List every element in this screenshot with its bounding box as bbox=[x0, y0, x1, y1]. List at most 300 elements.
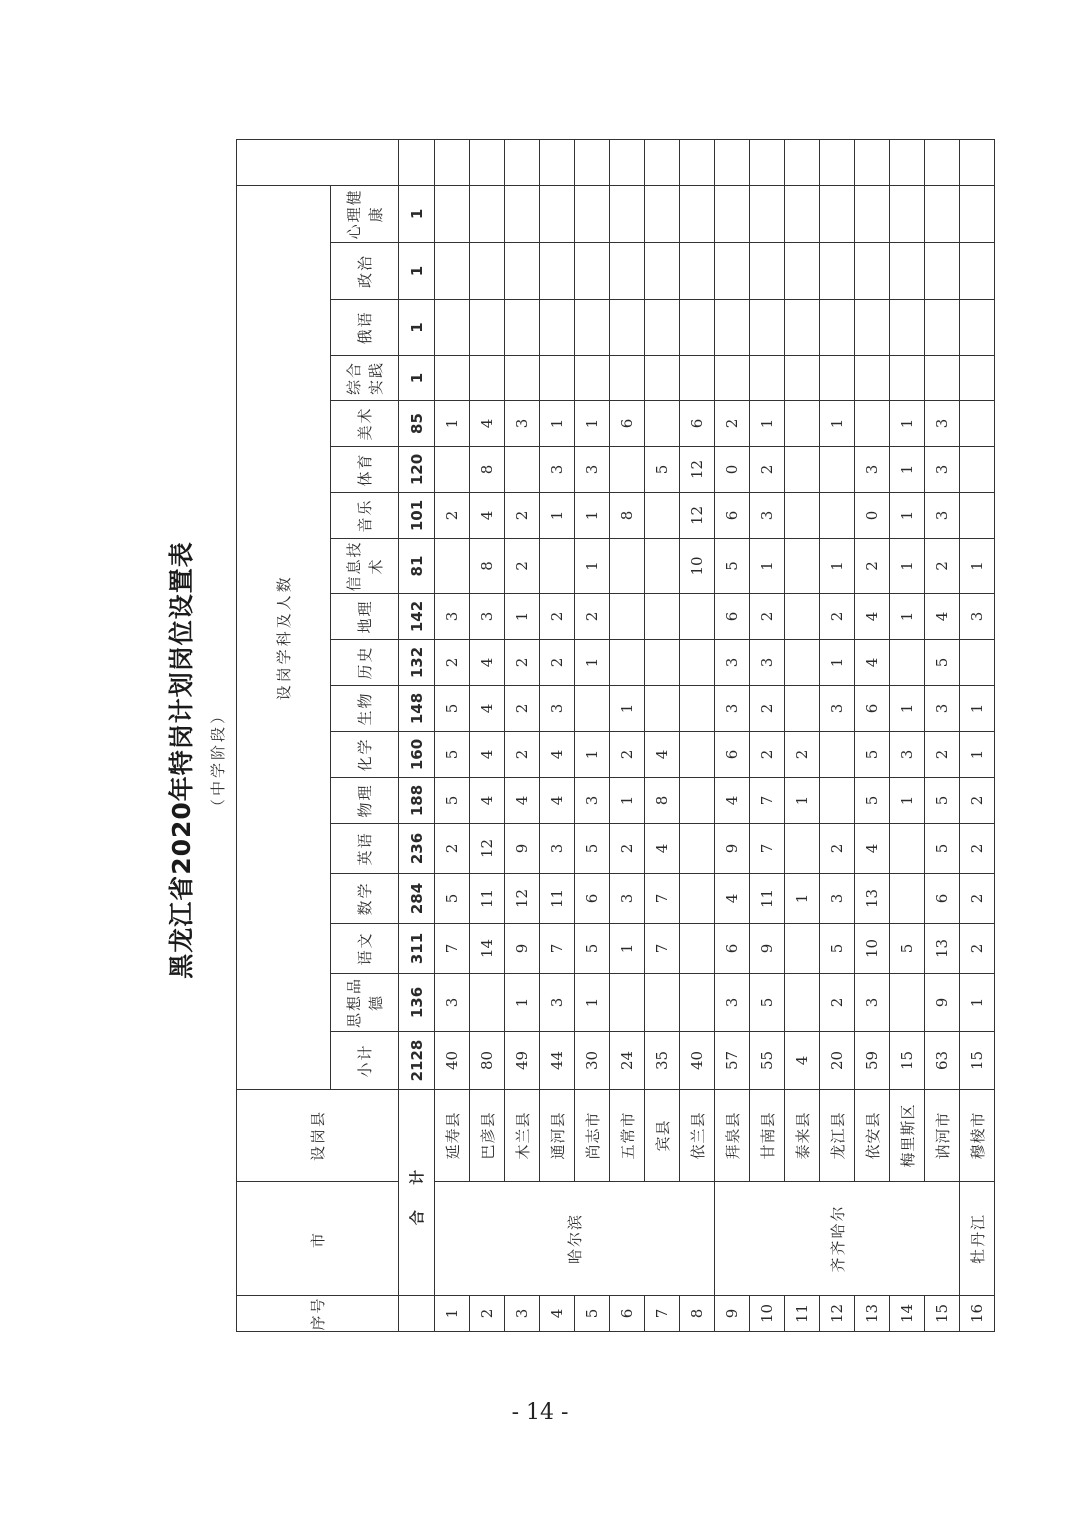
row-value: 8 bbox=[470, 539, 505, 594]
row-value bbox=[505, 185, 540, 242]
row-value: 1 bbox=[890, 778, 925, 824]
row-value: 5 bbox=[820, 924, 855, 974]
row-value bbox=[715, 243, 750, 300]
row-value bbox=[680, 243, 715, 300]
row-value: 1 bbox=[820, 401, 855, 447]
row-value bbox=[855, 356, 890, 401]
header-subject: 化学 bbox=[331, 732, 399, 778]
row-value: 4 bbox=[855, 640, 890, 686]
row-value bbox=[610, 594, 645, 640]
total-value: 132 bbox=[399, 640, 435, 686]
row-value: 1 bbox=[575, 974, 610, 1032]
row-value bbox=[820, 356, 855, 401]
table-row bbox=[505, 139, 540, 1331]
row-value: 3 bbox=[435, 974, 470, 1032]
row-value bbox=[575, 686, 610, 732]
row-value: 3 bbox=[855, 974, 890, 1032]
row-blank-cell bbox=[855, 139, 890, 185]
row-value bbox=[435, 356, 470, 401]
header-city: 市 bbox=[237, 1182, 399, 1296]
row-value bbox=[540, 356, 575, 401]
row-value: 3 bbox=[575, 447, 610, 493]
row-value: 2 bbox=[785, 732, 820, 778]
row-value bbox=[715, 185, 750, 242]
header-subject: 俄语 bbox=[331, 300, 399, 356]
row-value bbox=[680, 594, 715, 640]
row-blank-cell bbox=[540, 139, 575, 185]
row-value: 6 bbox=[715, 493, 750, 539]
row-subtotal: 44 bbox=[540, 1032, 575, 1090]
row-value: 0 bbox=[855, 493, 890, 539]
row-value: 2 bbox=[435, 640, 470, 686]
rotated-page bbox=[160, 180, 987, 1340]
row-blank-cell bbox=[435, 139, 470, 185]
row-value bbox=[575, 356, 610, 401]
row-value bbox=[890, 874, 925, 924]
row-county: 宾县 bbox=[645, 1090, 680, 1182]
row-value bbox=[645, 493, 680, 539]
row-value: 6 bbox=[680, 401, 715, 447]
row-value bbox=[750, 356, 785, 401]
row-value: 3 bbox=[925, 493, 960, 539]
row-value: 1 bbox=[540, 401, 575, 447]
row-county: 梅里斯区 bbox=[890, 1090, 925, 1182]
row-city: 牡丹江 bbox=[960, 1182, 995, 1296]
row-value bbox=[960, 185, 995, 242]
row-subtotal: 24 bbox=[610, 1032, 645, 1090]
row-value: 2 bbox=[715, 401, 750, 447]
row-value bbox=[785, 924, 820, 974]
row-value bbox=[820, 447, 855, 493]
row-value: 11 bbox=[540, 874, 575, 924]
row-value: 6 bbox=[925, 874, 960, 924]
header-row-group bbox=[237, 139, 331, 1331]
row-value: 8 bbox=[610, 493, 645, 539]
header-subject: 心理健康 bbox=[331, 185, 399, 242]
row-value bbox=[960, 401, 995, 447]
row-value: 7 bbox=[645, 924, 680, 974]
row-value bbox=[470, 300, 505, 356]
row-seq: 2 bbox=[470, 1296, 505, 1332]
table-row bbox=[855, 139, 890, 1331]
row-value: 3 bbox=[610, 874, 645, 924]
row-blank-cell bbox=[470, 139, 505, 185]
row-value: 9 bbox=[505, 824, 540, 874]
row-value bbox=[960, 300, 995, 356]
row-value: 12 bbox=[505, 874, 540, 924]
row-blank-cell bbox=[925, 139, 960, 185]
row-county: 通河县 bbox=[540, 1090, 575, 1182]
row-value: 5 bbox=[925, 778, 960, 824]
row-county: 龙江县 bbox=[820, 1090, 855, 1182]
row-value bbox=[610, 356, 645, 401]
row-value: 4 bbox=[715, 874, 750, 924]
row-value: 2 bbox=[820, 974, 855, 1032]
row-value bbox=[610, 539, 645, 594]
row-value: 1 bbox=[960, 732, 995, 778]
row-value bbox=[680, 640, 715, 686]
row-value bbox=[505, 356, 540, 401]
row-value bbox=[470, 356, 505, 401]
row-value: 3 bbox=[820, 874, 855, 924]
row-city: 哈尔滨 bbox=[435, 1182, 715, 1296]
row-seq: 15 bbox=[925, 1296, 960, 1332]
row-value bbox=[680, 732, 715, 778]
row-value bbox=[890, 640, 925, 686]
row-value: 4 bbox=[540, 732, 575, 778]
row-value: 5 bbox=[925, 640, 960, 686]
row-value bbox=[610, 640, 645, 686]
row-value bbox=[505, 243, 540, 300]
row-value bbox=[435, 185, 470, 242]
row-value: 3 bbox=[820, 686, 855, 732]
total-row bbox=[399, 139, 435, 1331]
row-seq: 1 bbox=[435, 1296, 470, 1332]
row-blank-cell bbox=[680, 139, 715, 185]
page-title: 黑龙江省2020年特岗计划岗位设置表 bbox=[167, 541, 196, 979]
row-value bbox=[715, 300, 750, 356]
row-value bbox=[785, 594, 820, 640]
row-value: 4 bbox=[470, 778, 505, 824]
row-value: 1 bbox=[785, 874, 820, 924]
row-value bbox=[785, 356, 820, 401]
row-subtotal: 63 bbox=[925, 1032, 960, 1090]
row-seq: 14 bbox=[890, 1296, 925, 1332]
total-subtotal: 2128 bbox=[399, 1032, 435, 1090]
row-value bbox=[925, 356, 960, 401]
row-value bbox=[925, 243, 960, 300]
table-row bbox=[715, 139, 750, 1331]
row-value bbox=[645, 356, 680, 401]
row-value: 3 bbox=[890, 732, 925, 778]
row-value bbox=[855, 243, 890, 300]
row-county: 讷河市 bbox=[925, 1090, 960, 1182]
row-value: 1 bbox=[505, 974, 540, 1032]
header-subtotal: 小计 bbox=[331, 1032, 399, 1090]
row-subtotal: 55 bbox=[750, 1032, 785, 1090]
row-value: 2 bbox=[540, 594, 575, 640]
row-value bbox=[680, 974, 715, 1032]
row-value bbox=[435, 447, 470, 493]
row-value: 2 bbox=[750, 732, 785, 778]
row-value: 6 bbox=[855, 686, 890, 732]
row-subtotal: 80 bbox=[470, 1032, 505, 1090]
row-value: 2 bbox=[610, 824, 645, 874]
total-value: 311 bbox=[399, 924, 435, 974]
row-value: 3 bbox=[715, 640, 750, 686]
table-row bbox=[925, 139, 960, 1331]
row-value bbox=[925, 300, 960, 356]
row-seq: 9 bbox=[715, 1296, 750, 1332]
row-value: 1 bbox=[435, 401, 470, 447]
row-value: 12 bbox=[680, 493, 715, 539]
row-value: 11 bbox=[750, 874, 785, 924]
row-value bbox=[680, 185, 715, 242]
row-value bbox=[680, 778, 715, 824]
table-row bbox=[610, 139, 645, 1331]
row-value bbox=[820, 493, 855, 539]
row-value bbox=[680, 924, 715, 974]
row-value: 4 bbox=[470, 732, 505, 778]
row-value: 5 bbox=[925, 824, 960, 874]
row-value: 9 bbox=[925, 974, 960, 1032]
row-value: 2 bbox=[960, 924, 995, 974]
row-blank-cell bbox=[610, 139, 645, 185]
row-seq: 12 bbox=[820, 1296, 855, 1332]
row-value bbox=[820, 243, 855, 300]
header-seq: 序号 bbox=[237, 1296, 399, 1332]
row-value bbox=[645, 539, 680, 594]
row-value bbox=[925, 185, 960, 242]
table-row bbox=[960, 139, 995, 1331]
row-value: 7 bbox=[750, 778, 785, 824]
header-subject: 体育 bbox=[331, 447, 399, 493]
table-row bbox=[890, 139, 925, 1331]
row-value bbox=[855, 300, 890, 356]
row-seq: 10 bbox=[750, 1296, 785, 1332]
row-value: 1 bbox=[610, 778, 645, 824]
header-subject: 思想品德 bbox=[331, 974, 399, 1032]
header-blank bbox=[237, 139, 399, 185]
row-value: 3 bbox=[435, 594, 470, 640]
row-value: 1 bbox=[610, 924, 645, 974]
row-value: 0 bbox=[715, 447, 750, 493]
row-value: 3 bbox=[505, 401, 540, 447]
row-value: 6 bbox=[610, 401, 645, 447]
total-value: 284 bbox=[399, 874, 435, 924]
row-value: 2 bbox=[750, 594, 785, 640]
row-value: 1 bbox=[890, 594, 925, 640]
row-value bbox=[680, 686, 715, 732]
row-blank-cell bbox=[750, 139, 785, 185]
header-subject: 信息技术 bbox=[331, 539, 399, 594]
row-value: 3 bbox=[925, 686, 960, 732]
row-value: 3 bbox=[925, 447, 960, 493]
row-value: 5 bbox=[575, 924, 610, 974]
row-value: 5 bbox=[435, 732, 470, 778]
row-value: 3 bbox=[540, 447, 575, 493]
row-seq: 3 bbox=[505, 1296, 540, 1332]
row-value bbox=[645, 243, 680, 300]
row-value: 5 bbox=[645, 447, 680, 493]
row-value: 3 bbox=[750, 640, 785, 686]
row-value bbox=[855, 401, 890, 447]
row-county: 尚志市 bbox=[575, 1090, 610, 1182]
row-value bbox=[820, 778, 855, 824]
row-subtotal: 49 bbox=[505, 1032, 540, 1090]
total-value: 1 bbox=[399, 300, 435, 356]
table-row bbox=[785, 139, 820, 1331]
row-blank-cell bbox=[645, 139, 680, 185]
row-value bbox=[890, 356, 925, 401]
row-value: 2 bbox=[750, 686, 785, 732]
row-value: 2 bbox=[960, 874, 995, 924]
post-allocation-table bbox=[236, 139, 995, 1332]
row-blank-cell bbox=[505, 139, 540, 185]
row-value: 2 bbox=[505, 640, 540, 686]
row-value bbox=[645, 401, 680, 447]
row-value: 1 bbox=[890, 539, 925, 594]
row-value: 2 bbox=[540, 640, 575, 686]
row-city: 齐齐哈尔 bbox=[715, 1182, 960, 1296]
row-value: 6 bbox=[575, 874, 610, 924]
row-value: 4 bbox=[470, 686, 505, 732]
row-value: 1 bbox=[890, 493, 925, 539]
row-value: 7 bbox=[645, 874, 680, 924]
row-value bbox=[960, 493, 995, 539]
table-row bbox=[470, 139, 505, 1331]
row-value: 7 bbox=[540, 924, 575, 974]
row-value bbox=[820, 185, 855, 242]
row-value: 2 bbox=[435, 493, 470, 539]
table-row bbox=[680, 139, 715, 1331]
row-value: 2 bbox=[925, 539, 960, 594]
row-value: 5 bbox=[575, 824, 610, 874]
row-county: 甘南县 bbox=[750, 1090, 785, 1182]
page-subtitle: （中学阶段） bbox=[209, 706, 227, 815]
row-value: 2 bbox=[505, 686, 540, 732]
row-value bbox=[435, 300, 470, 356]
row-value: 3 bbox=[925, 401, 960, 447]
header-subject: 地理 bbox=[331, 594, 399, 640]
row-value bbox=[785, 493, 820, 539]
row-value bbox=[785, 300, 820, 356]
row-value bbox=[575, 243, 610, 300]
row-value: 7 bbox=[435, 924, 470, 974]
row-value bbox=[820, 732, 855, 778]
row-value: 4 bbox=[925, 594, 960, 640]
header-subject: 音乐 bbox=[331, 493, 399, 539]
row-value: 6 bbox=[715, 924, 750, 974]
row-value bbox=[470, 974, 505, 1032]
row-value: 6 bbox=[715, 594, 750, 640]
row-value: 2 bbox=[750, 447, 785, 493]
row-value: 4 bbox=[470, 493, 505, 539]
row-value bbox=[890, 185, 925, 242]
row-value: 4 bbox=[470, 401, 505, 447]
row-seq: 4 bbox=[540, 1296, 575, 1332]
row-value bbox=[890, 824, 925, 874]
row-value: 1 bbox=[575, 493, 610, 539]
row-value bbox=[505, 447, 540, 493]
row-value bbox=[680, 356, 715, 401]
row-value: 2 bbox=[960, 778, 995, 824]
row-value: 1 bbox=[820, 640, 855, 686]
row-value: 1 bbox=[960, 539, 995, 594]
row-seq: 7 bbox=[645, 1296, 680, 1332]
row-value: 9 bbox=[715, 824, 750, 874]
total-seq-cell bbox=[399, 1296, 435, 1332]
row-value bbox=[435, 243, 470, 300]
row-value bbox=[680, 824, 715, 874]
row-value: 1 bbox=[890, 401, 925, 447]
header-subject: 政治 bbox=[331, 243, 399, 300]
row-value bbox=[960, 640, 995, 686]
row-value bbox=[785, 640, 820, 686]
row-value bbox=[750, 185, 785, 242]
row-value bbox=[785, 686, 820, 732]
row-value: 10 bbox=[680, 539, 715, 594]
row-subtotal: 4 bbox=[785, 1032, 820, 1090]
row-value bbox=[575, 300, 610, 356]
row-value: 12 bbox=[680, 447, 715, 493]
row-value bbox=[505, 300, 540, 356]
row-value: 1 bbox=[785, 778, 820, 824]
row-value: 2 bbox=[435, 824, 470, 874]
row-value: 9 bbox=[750, 924, 785, 974]
row-value bbox=[645, 974, 680, 1032]
row-county: 木兰县 bbox=[505, 1090, 540, 1182]
header-subject: 美术 bbox=[331, 401, 399, 447]
row-value bbox=[540, 185, 575, 242]
row-seq: 8 bbox=[680, 1296, 715, 1332]
row-value: 1 bbox=[750, 539, 785, 594]
row-value bbox=[890, 300, 925, 356]
total-blank-cell bbox=[399, 139, 435, 185]
row-value bbox=[645, 300, 680, 356]
total-value: 85 bbox=[399, 401, 435, 447]
header-subject: 生物 bbox=[331, 686, 399, 732]
row-value: 5 bbox=[890, 924, 925, 974]
row-value: 9 bbox=[505, 924, 540, 974]
row-value: 2 bbox=[820, 594, 855, 640]
row-value: 2 bbox=[505, 493, 540, 539]
row-value bbox=[610, 447, 645, 493]
row-value: 1 bbox=[890, 447, 925, 493]
row-value: 4 bbox=[855, 824, 890, 874]
row-value bbox=[470, 185, 505, 242]
row-blank-cell bbox=[785, 139, 820, 185]
row-seq: 5 bbox=[575, 1296, 610, 1332]
row-value: 6 bbox=[715, 732, 750, 778]
row-subtotal: 35 bbox=[645, 1032, 680, 1090]
row-value bbox=[785, 401, 820, 447]
row-county: 依兰县 bbox=[680, 1090, 715, 1182]
row-value: 1 bbox=[820, 539, 855, 594]
row-value bbox=[575, 185, 610, 242]
row-value: 1 bbox=[575, 539, 610, 594]
row-value bbox=[645, 686, 680, 732]
row-value bbox=[610, 974, 645, 1032]
page-number: - 14 - bbox=[511, 1400, 569, 1425]
row-value: 5 bbox=[750, 974, 785, 1032]
row-value: 4 bbox=[505, 778, 540, 824]
total-value: 120 bbox=[399, 447, 435, 493]
total-value: 101 bbox=[399, 493, 435, 539]
row-blank-cell bbox=[960, 139, 995, 185]
header-county: 设岗县 bbox=[237, 1090, 399, 1182]
row-value bbox=[610, 300, 645, 356]
row-value bbox=[785, 185, 820, 242]
header-subject: 数学 bbox=[331, 874, 399, 924]
row-seq: 13 bbox=[855, 1296, 890, 1332]
row-value bbox=[750, 243, 785, 300]
row-value: 8 bbox=[645, 778, 680, 824]
table-row bbox=[750, 139, 785, 1331]
row-county: 拜泉县 bbox=[715, 1090, 750, 1182]
row-blank-cell bbox=[820, 139, 855, 185]
row-value: 2 bbox=[610, 732, 645, 778]
row-value: 4 bbox=[540, 778, 575, 824]
row-value: 12 bbox=[470, 824, 505, 874]
row-value: 5 bbox=[435, 874, 470, 924]
row-value: 4 bbox=[715, 778, 750, 824]
row-value bbox=[540, 300, 575, 356]
row-value bbox=[785, 974, 820, 1032]
row-value: 2 bbox=[505, 539, 540, 594]
header-subject: 历史 bbox=[331, 640, 399, 686]
row-value bbox=[855, 185, 890, 242]
